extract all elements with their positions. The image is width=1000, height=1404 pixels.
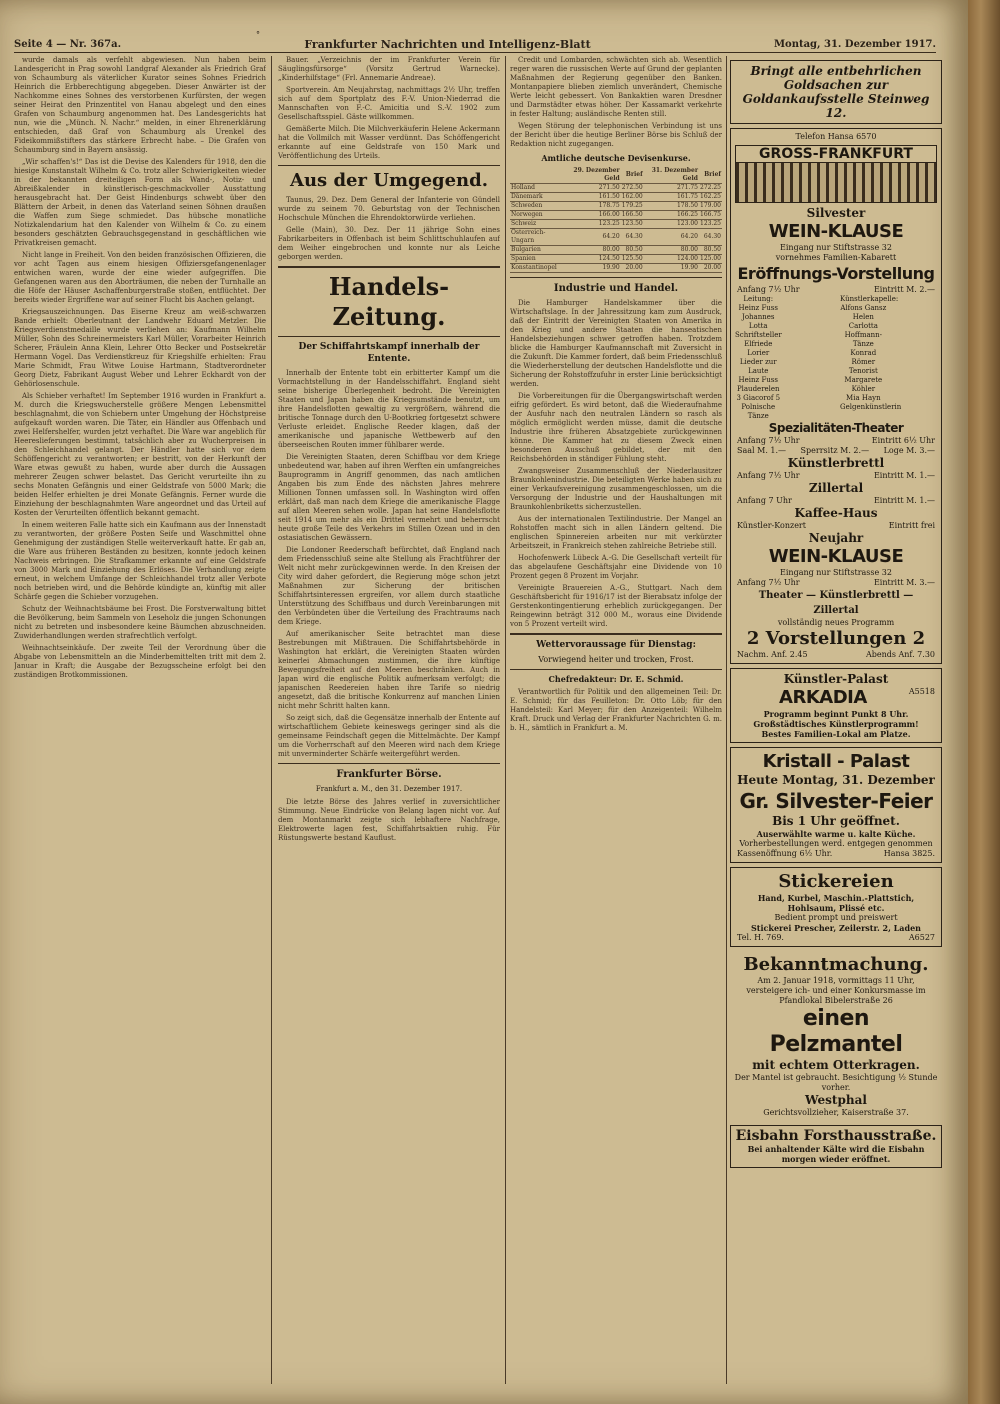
table-cell: 271.50	[565, 184, 620, 193]
column-3	[510, 56, 722, 1384]
stick-line-1: Hand, Kurbel, Maschin.-Plattstich,	[757, 893, 915, 903]
table-cell: 161.50	[565, 193, 620, 202]
article-para: „Wir schaffen's!“ Das ist die Devise des Kalenders für 1918, den die hiesige Kunstanstalt Wilhelm & Co. trotz aller Schwierigkeiten wieder in der bekannten dreiteiligen Form als Wand-, Notiz- und Abreißkalender in künstlerisch-geschmackvoller Ausstattung herausgebracht hat. Der Geist Hindenburgs schwebt über den Blättern der Arbeit, in denen das Vaterland seinen Söhnen draußen die Waffen zum Siege schmiedet. Das hübsche monatliche Notizkalendarium hat den Kalender von Wilhelm & Co. zu einem besonders geschätzten Gebrauchsgegenstand in geschäftlichen wie Privatkreisen gemacht.	[14, 158, 266, 247]
table-row	[510, 211, 722, 220]
table-cell: 64.20	[565, 229, 620, 246]
list-item: Alfons Gansz	[840, 304, 887, 312]
stick-line-3: Bedient prompt und preiswert	[774, 913, 898, 922]
article-para: wurde damals als verfehlt abgewiesen. Nun haben beim Landesgericht in Prag sowohl Landgraf Alexander als Friedrich Graf von Schaumburg als väterlicher Kurator seines Sohnes Friedrich Heinrich die Erbberechtigung abgegeben. Dieser Anwärter ist der Nachkomme eines Sohnes des verstorbenen Kurfürsten, der wegen seiner Heirat den Prinzentitel von Hanau abgelegt und den eines Grafen von Schaumburg angenommen hat. Des Landesgerichts hat nun, wie die „Münch. N. Nachr.“ melden, in einer Ehrenerklärung entschieden, daß Graf von Schaumburg als Urenkel des Fideikommißstifters das stärkere Erbrecht habe. – Die Grafen von Schaumburg sind in Bayern ansässig.	[14, 56, 266, 154]
industry-title: Industrie und Handel.	[553, 283, 679, 294]
arkadia-row	[735, 687, 937, 709]
concert-row	[735, 521, 937, 531]
table-cell: 161.75	[644, 193, 699, 202]
header-right: Montag, 31. Dezember 1917.	[773, 38, 936, 50]
table-cell: Spanien	[510, 255, 565, 264]
list-item: Künstlerkapelle:	[840, 295, 899, 303]
table-cell: 64.30	[699, 229, 722, 246]
table-cell: 125.50	[621, 255, 643, 262]
table-cell: Holland	[510, 184, 565, 193]
list-item: Elfriede Lorier	[744, 340, 773, 357]
table-cell: 125.00	[700, 255, 721, 262]
zillertal-title: Zillertal	[808, 481, 864, 495]
table-cell: 123.25	[700, 220, 721, 227]
gold-text: Bringt alle entbehrlichen Goldsachen zur Goldankaufsstelle Steinweg 12.	[742, 64, 930, 120]
table-cell: 166.75	[700, 211, 721, 218]
kasse-time: Kassenöffnung 6½ Uhr.	[737, 849, 833, 858]
price-saal: Saal M. 1.—	[737, 446, 787, 455]
eisbahn-title: Eisbahn Forsthausstraße.	[735, 1128, 937, 1144]
fx-title: Amtliche deutsche Devisenkurse.	[541, 153, 691, 163]
kuenstlerbrettl-title: Künstlerbrettl	[787, 456, 885, 470]
concert-label: Künstler-Konzert	[737, 521, 806, 530]
theater-subtitle: vollständig neues Programm	[777, 618, 895, 627]
weather-text: Vorwiegend heiter und trocken, Frost.	[538, 655, 694, 664]
weinklause-title-2: WEIN-KLAUSE	[768, 546, 904, 567]
start-time: Anfang 7½ Uhr	[737, 436, 800, 445]
start-time: Anfang 7½ Uhr	[737, 578, 800, 587]
time-row	[735, 471, 937, 481]
phone-number: Telefon Hansa 6570	[795, 132, 877, 141]
table-header-cell	[510, 167, 565, 184]
table-cell: 123.25	[565, 220, 620, 229]
arkadia-line-2: Großstädtisches Künstlerprogramm!	[753, 719, 919, 729]
article-para: Taunus, 29. Dez. Dem General der Infanterie von Gündell wurde zu seinem 70. Geburtstag von der Technischen Hochschule München die Ehrendoktorwürde verliehen.	[278, 196, 500, 222]
table-cell: 124.50	[565, 255, 620, 264]
table-cell: 179.25	[621, 202, 643, 209]
reservation-text: Vorherbestellungen werd. entgegen genommen	[739, 839, 933, 848]
entry-free: Eintritt frei	[888, 521, 935, 530]
stick-code: A6527	[908, 933, 935, 942]
start-time: Anfang 7½ Uhr	[737, 471, 800, 480]
article-para: Gelle (Main), 30. Dez. Der 11 jährige Sohn eines Fabrikarbeiters in Offenbach ist beim Schlittschuhlaufen auf dem Weiher eingebrochen und konnte nur als Leiche geborgen werden.	[278, 226, 500, 261]
stick-shop: Stickerei Prescher, Zeilerstr. 2, Laden	[751, 923, 921, 933]
eisbahn-ad	[730, 1125, 942, 1168]
building-illustration	[735, 145, 937, 203]
article-para: Vereinigte Brauereien A.-G., Stuttgart. Nach dem Geschäftsbericht für 1916/17 ist der Bierabsatz infolge der Gerstenkontingentierung erheblich zurückgegangen. Der Reingewinn beträgt 312 000 M., woraus eine Dividende von 5 Prozent verteilt wird.	[510, 584, 722, 628]
weather-title: Wettervoraussage für Dienstag:	[536, 640, 696, 650]
table-cell: 272.50	[621, 184, 643, 191]
article-para: Aus der internationalen Textilindustrie. Der Mangel an Rohstoffen macht sich in allen Ländern geltend. Die englischen Spinnereien arbeiten nur mit verkürzter Arbeitszeit, in Frankreich stehen zahlreiche Betriebe still.	[510, 515, 722, 550]
bekanntmachung-ad	[730, 951, 942, 1121]
article-para: Hochofenwerk Lübeck A.-G. Die Gesellschaft verteilt für das abgelaufene Geschäftsjahr eine Dividende von 10 Prozent gegen 8 Prozent im Vorjahr.	[510, 554, 722, 580]
article-para: Wegen Störung der telephonischen Verbindung ist uns der Bericht über die heutige Berliner Börse bis Schluß der Redaktion nicht zugegangen.	[510, 122, 722, 148]
article-para: Die Londoner Reederschaft befürchtet, daß England nach dem Friedensschluß seine alte Stellung als Frachtführer der Welt nicht mehr zurückgewinnen werde. In den Kreisen der City wird daher gefordert, die Regierung möge schon jetzt Maßnahmen zur Sicherung der britischen Schiffahrtsinteressen ergreifen, vor allem durch staatliche Unterstützung des Schiffbaus und durch Vereinbarungen mit den Verbündeten über die Verteilung des Frachtraums nach dem Kriege.	[278, 546, 500, 626]
table-row	[510, 246, 722, 255]
article-para: In einem weiteren Falle hatte sich ein Kaufmann aus der Innenstadt zu verantworten, der größere Posten Seife und Waschmittel ohne Genehmigung der zuständigen Stelle weiterverkauft hatte. Er gab an, die Ware aus früheren Beständen zu besitzen, konnte jedoch keinen Nachweis erbringen. Die Strafkammer erkannte auf eine Geldstrafe von 3000 Mark und Einziehung des Erlöses. Die Verhandlung zeigte erneut, in welchem Umfange der Schleichhandel trotz aller Verbote noch betrieben wird, und die Behörde kündigte an, künftig mit aller Schärfe gegen die Schieber vorzugehen.	[14, 521, 266, 601]
table-row	[510, 184, 722, 193]
westphal-name: Westphal	[805, 1093, 867, 1107]
start-time: Anfang 7 Uhr	[737, 496, 792, 505]
table-cell: 80.00	[644, 246, 699, 255]
stick-row	[735, 933, 937, 943]
list-item: Hoffmann-Tänze	[844, 331, 883, 348]
table-cell: 20.00	[699, 264, 722, 273]
pelzmantel-title: einen Pelzmantel	[769, 1006, 903, 1057]
article-para: Schutz der Weihnachtsbäume bei Frost. Die Forstverwaltung bittet die Bevölkerung, beim Sammeln von Leseholz die jungen Schonungen nicht zu betreten und insbesondere keine Bäumchen abzuschneiden. Zuwiderhandlungen werden strafrechtlich verfolgt.	[14, 605, 266, 640]
neujahr-title: Neujahr	[808, 531, 864, 545]
stick-phone: Tel. H. 769.	[737, 933, 784, 942]
price-loge: Loge M. 3.—	[883, 446, 935, 455]
column-1	[14, 56, 266, 1384]
table-row	[510, 229, 722, 246]
list-item: Konrad Römer	[850, 349, 877, 366]
boerse-title: Frankfurter Börse.	[336, 769, 442, 780]
kitchen-text: Auserwählte warme u. kalte Küche.	[756, 829, 916, 839]
book-spine	[968, 0, 1000, 1404]
arkadia-ad	[730, 668, 942, 743]
weinklause-address-2: Eingang nur Stiftstrasse 32	[780, 568, 892, 577]
list-item: Schriftsteller	[735, 331, 782, 339]
arkadia-title: ARKADIA	[779, 687, 867, 708]
weinklause-ad	[730, 128, 942, 664]
stickereien-title: Stickereien	[778, 871, 894, 892]
table-cell: Schweiz	[510, 220, 565, 229]
afternoon-time: Nachm. Anf. 2.45	[737, 650, 808, 659]
list-item: Tenorist	[848, 367, 878, 375]
table-cell: 20.00	[621, 264, 644, 273]
evening-time: Abends Anf. 7.30	[865, 650, 935, 659]
kristall-date: Heute Montag, 31. Dezember	[737, 773, 935, 787]
table-cell: 19.90	[565, 264, 620, 273]
column-4-ads	[730, 56, 942, 1384]
table-cell: 123.50	[621, 220, 643, 227]
page-mark: °	[256, 30, 260, 39]
table-cell: 271.75	[644, 184, 699, 193]
table-cell: 80.50	[621, 246, 644, 255]
table-header-cell: Brief	[621, 167, 644, 184]
artists-right	[840, 295, 937, 421]
article-para: Als Schieber verhaftet! Im September 1916 wurden in Frankfurt a. M. durch die Kriegswucherstelle größere Mengen Lebensmittel beschlagnahmt, die von Schiebern unter Umgehung der Höchstpreise aufgekauft worden waren. Die Täter, ein Händler aus Offenbach und zwei Helfershelfer, wurden jetzt verhaftet. Die Ware war angeblich für Heereslieferungen bestimmt, tatsächlich aber zu Wucherpreisen in den Schleichhandel gelangt. Der Händler hatte sich vor dem Schöffengericht zu verantworten; er bestritt, von der Herkunft der Ware etwas gewußt zu haben, wurde aber durch die Aussagen mehrerer Zeugen schwer belastet. Das Gericht verurteilte ihn zu sechs Monaten Gefängnis und einer Geldstrafe von 5000 Mark; die beiden Helfer erhielten je drei Monate Gefängnis. Ferner wurde die Einziehung der beschlagnahmten Ware angeordnet und das Urteil auf Kosten der Verurteilten öffentlich bekannt gemacht.	[14, 392, 266, 517]
kuenstler-palast-title: Künstler-Palast	[783, 672, 889, 686]
table-cell: Konstantinopel	[510, 264, 565, 273]
handels-zeitung-title: Handels-Zeitung.	[328, 272, 450, 331]
article-para: Innerhalb der Entente tobt ein erbitterter Kampf um die Vormachtstellung in der Handelsschiffahrt. England sieht seine bisherige Überlegenheit bedroht. Die Vereinigten Staaten und Japan haben die Kriegsumstände benutzt, um ihre Handelsflotten gewaltig zu vergrößern, während die britische Tonnage durch den U-Bootkrieg fortgesetzt schwere Verluste erleidet. Englische Reeder klagen, daß der amerikanische und japanische Wettbewerb auf den überseeischen Routen immer fühlbarer werde.	[278, 369, 500, 449]
opening-hours: Bis 1 Uhr geöffnet.	[772, 814, 900, 828]
boerse-date: Frankfurt a. M., den 31. Dezember 1917.	[315, 785, 463, 793]
time-row	[735, 578, 937, 588]
kristall-title: Kristall - Palast	[762, 751, 910, 772]
weinklause-title: WEIN-KLAUSE	[768, 221, 904, 242]
table-cell: Norwegen	[510, 211, 565, 220]
table-cell: 162.00	[621, 193, 643, 200]
table-cell: Österreich-Ungarn	[510, 229, 565, 246]
arkadia-line-3: Bestes Familien-Lokal am Platze.	[761, 729, 911, 739]
table-cell: 178.50	[644, 202, 699, 211]
table-cell: 64.30	[621, 229, 644, 246]
table-cell: 179.00	[700, 202, 721, 209]
list-item: Helen Carlotta	[848, 313, 878, 330]
article-para: Bauer. „Verzeichnis der im Frankfurter Verein für Säuglingsfürsorge“ (Vorsitz Gertrud Warnecke). „Kinderhilfstage“ (Frl. Annemarie Andreae).	[278, 56, 500, 82]
table-cell: 19.90	[644, 264, 699, 273]
table-header-row	[510, 167, 722, 184]
list-item: Gelgenkünstlerin	[840, 403, 902, 411]
weinklause-address: Eingang nur Stiftstrasse 32	[780, 243, 892, 252]
silvester-title: Silvester	[806, 206, 866, 220]
silvester-feier-title: Gr. Silvester-Feier	[739, 789, 933, 813]
bekanntmachung-line-2: Der Mantel ist gebraucht. Besichtigung ½ Stunde vorher.	[734, 1073, 938, 1092]
artist-list	[735, 295, 937, 421]
divider	[510, 277, 722, 278]
imprint-text: Verantwortlich für Politik und den allgemeinen Teil: Dr. E. Schmid; für das Feuilleton: Dr. Otto Löb; für den Handelsteil: Karl Meyer; für den Anzeigenteil: Wilhelm Kraft. Druck und Verlag der Frankfurter Nachrichten G. m. b. H., sämtlich in Frankfurt a. M.	[510, 688, 722, 732]
article-para: Zwangsweiser Zusammenschluß der Niederlausitzer Braunkohlenindustrie. Die beteiligten Werke haben sich zu einer Verkaufsvereinigung zusammengeschlossen, um die Versorgung der Industrie und der Haushaltungen mit Braunkohlenbriketts sicherzustellen.	[510, 467, 722, 511]
gold-ad	[730, 60, 942, 124]
table-row	[510, 193, 722, 202]
divider	[278, 165, 500, 166]
table-cell: Dänemark	[510, 193, 565, 202]
table-cell: 162.25	[700, 193, 721, 200]
article-para: Kriegsauszeichnungen. Das Eiserne Kreuz am weiß-schwarzen Bande erhielt: Oberleutnant der Landwehr Eduard Metzler. Die Kriegsverdienstmedaille wurde verliehen an: Kaufmann Wilhelm Müller, Sohn des Schreinermeisters Karl Müller, Vorarbeiter Heinrich Scherer, Fräulein Anna Klein, Lehrer Otto Becker und Postsekretär Hermann Vogel. Das Verdienstkreuz für Kriegshilfe erhielten: Frau Marie Schmidt, Frau Witwe Louise Hartmann, Stadtverordneter Georg Dietz, Fabrikant August Weber und Lehrer Eckhardt von der Gehörlosenschule.	[14, 308, 266, 388]
table-row	[510, 264, 722, 273]
table-cell: 123.00	[644, 220, 699, 229]
table-header-cell: 31. Dezember Geld	[644, 167, 699, 184]
table-cell: 80.50	[699, 246, 722, 255]
article-para: Sportverein. Am Neujahrstag, nachmittags 2½ Uhr, treffen sich auf dem Sportplatz des F.-V. Union-Niederrad die Mannschaften von F.-C. Amicitia und S.-V. 1902 zum Gesellschaftsspiel. Gäste willkommen.	[278, 86, 500, 121]
column-rule	[726, 56, 727, 1384]
spezial-title: Spezialitäten-Theater	[768, 421, 904, 435]
otterkragen-text: mit echtem Otterkragen.	[752, 1058, 920, 1072]
table-header-cell: Brief	[699, 167, 722, 184]
article-subtitle: Der Schiffahrtskampf innerhalb der Entente.	[298, 342, 480, 364]
table-cell: 166.50	[621, 211, 643, 218]
vorstellungen-title: 2 Vorstellungen 2	[746, 628, 926, 649]
imprint-title: Chefredakteur: Dr. E. Schmid.	[548, 674, 684, 684]
list-item: Heinz Fuss	[738, 376, 778, 384]
list-item: Plauderelen	[736, 385, 780, 393]
list-item: 3 Giacorof 5	[736, 394, 781, 402]
kristall-palast-ad	[730, 747, 942, 863]
fx-table	[510, 167, 722, 273]
article-para: Credit und Lombarden, schwächten sich ab. Wesentlich reger waren die russischen Werte auf Grund der geplanten Maßnahmen der Regierung gegenüber den Banken. Montanpapiere blieben ziemlich unverändert, Chemische Werte leicht gebessert. Von Bankaktien waren Dresdner und Darmstädter etwas höher. Der Kassamarkt verkehrte in fester Haltung; ausländische Renten still.	[510, 56, 722, 118]
table-cell: 124.00	[644, 255, 699, 264]
table-header-cell: 29. Dezember Geld	[565, 167, 620, 184]
page-header	[14, 36, 936, 53]
table-cell: 178.75	[565, 202, 620, 211]
table-cell: 166.25	[644, 211, 699, 220]
list-item: Mia Hayn	[846, 394, 881, 402]
eisbahn-line-2: morgen wieder eröffnet.	[781, 1154, 891, 1164]
table-cell: Schweden	[510, 202, 565, 211]
entry-price: Eintritt M. 2.—	[873, 285, 935, 294]
stickerei-ad	[730, 867, 942, 947]
kaffeehaus-title: Kaffee-Haus	[794, 506, 878, 520]
article-para: Die letzte Börse des Jahres verlief in zuversichtlicher Stimmung. Neue Eindrücke von Belang lagen nicht vor. Auf dem Montanmarkt zeigte sich lebhaftere Nachfrage, Elektrowerte lagen fest, Schiffahrtsaktien ruhig. Für Rüstungswerte bestand Kauflust.	[278, 798, 500, 842]
show-times	[735, 650, 937, 660]
bekanntmachung-title: Bekanntmachung.	[743, 954, 929, 975]
divider	[510, 669, 722, 670]
time-row	[735, 285, 937, 295]
article-para: Die Hamburger Handelskammer über die Wirtschaftslage. In der Jahressitzung kam zum Ausdruck, daß der Eintritt der Vereinigten Staaten von Amerika in den Krieg und andere Staaten die hanseatischen Handelsbeziehungen schwer getroffen haben. Trotzdem blicke die Hamburger Kaufmannschaft mit Zuversicht in die Zukunft. Die Kammer fordert, daß beim Friedensschluß die Wiederherstellung der deutschen Handelsflotte und die Sicherung der Rohstoffzufuhr in erster Linie berücksichtigt werden.	[510, 299, 722, 388]
divider	[278, 763, 500, 764]
entry-price: Eintritt M. 1.—	[873, 471, 935, 480]
table-cell: 272.25	[700, 184, 721, 191]
table-row	[510, 202, 722, 211]
start-time: Anfang 7½ Uhr	[737, 285, 800, 294]
list-item: Polnische Tänze	[741, 403, 776, 420]
gross-frankfurt-sign: GROSS-FRANKFURT	[736, 146, 936, 163]
column-2	[278, 56, 500, 1384]
entry-time: Eintritt 6½ Uhr	[871, 436, 935, 445]
table-row	[510, 255, 722, 264]
time-row	[735, 436, 937, 446]
theater-line: Theater — Künstlerbrettl — Zillertal	[758, 590, 914, 616]
table-cell: 80.00	[565, 246, 620, 255]
divider	[278, 266, 500, 268]
price-row	[735, 446, 937, 456]
table-row	[510, 220, 722, 229]
weinklause-subtitle: vornehmes Familien-Kabarett	[775, 253, 897, 262]
article-para: Gemäßerte Milch. Die Milchverkäuferin Helene Ackermann hat die Vollmilch mit Wasser verdünnt. Das Schöffengericht erkannte auf eine Geldstrafe von 150 Mark und Veröffentlichung des Urteils.	[278, 125, 500, 160]
eisbahn-line-1: Bei anhaltender Kälte wird die Eisbahn	[747, 1144, 925, 1154]
column-rule	[505, 56, 506, 1384]
article-para: Weihnachtseinkäufe. Der zweite Teil der Verordnung über die Abgabe von Lebensmitteln an die Minderbemittelten tritt mit dem 2. Januar in Kraft; die Ausgabe der Bezugsscheine erfolgt bei den zuständigen Brotkommissionen.	[14, 644, 266, 679]
table-cell: 166.00	[565, 211, 620, 220]
list-item: Johannes Lotta	[742, 313, 775, 330]
article-para: Die Vorbereitungen für die Übergangswirtschaft werden eifrig gefördert. Es wird betont, daß die Wiederaufnahme der Ausfuhr nach den neutralen Ländern so rasch als möglich ermöglicht werden müsse, damit die deutsche Industrie ihre früheren Absatzgebiete zurückgewinnen könne. Die Kammer hat zu diesem Zweck einen besonderen Ausschuß gebildet, der mit den Reichsbehörden in ständiger Fühlung steht.	[510, 392, 722, 463]
bekanntmachung-line-1: Am 2. Januar 1918, vormittags 11 Uhr, versteigere ich- und einer Konkursmasse im Pfandlokal Bibelerstraße 26	[746, 976, 926, 1005]
time-row	[735, 496, 937, 506]
artists-left	[735, 295, 832, 421]
gerichtsvollzieher: Gerichtsvollzieher, Kaiserstraße 37.	[763, 1108, 909, 1117]
divider	[510, 633, 722, 635]
list-item: Margarete Köhler	[844, 376, 883, 393]
divider	[278, 336, 500, 337]
header-left: Seite 4 — Nr. 367a.	[14, 38, 122, 50]
table-cell: 64.20	[644, 229, 699, 246]
list-item: Leitung: Heinz Fuss	[738, 295, 778, 312]
price-sperrsitz: Sperrsitz M. 2.—	[800, 446, 870, 455]
stick-line-2: Hohlsaum, Plissé etc.	[787, 903, 885, 913]
article-para: So zeigt sich, daß die Gegensätze innerhalb der Entente auf wirtschaftlichem Gebiete keineswegs geringer sind als die gemeinsame Feindschaft gegen die Mittelmächte. Der Kampf um die Vorherrschaft auf den Meeren wird nach dem Kriege mit unverminderter Schärfe weitergeführt werden.	[278, 714, 500, 758]
list-item: Lieder zur Laute	[739, 358, 777, 375]
kasse-phone: Hansa 3825.	[883, 849, 935, 858]
article-para: Nicht lange in Freiheit. Von den beiden französischen Offizieren, die vor acht Tagen aus einem hiesigen Offiziersgefangenenlager entwichen waren, wurde der eine wieder aufgegriffen. Die Gefangenen waren aus den Aborträumen, die neben der Turnhalle an die Höfe der Häuser Aschaffenburgerstraße stoßen, entflüchtet. Der bereits wieder Ergriffene war auf seiner Flucht bis Aachen gelangt.	[14, 251, 266, 304]
arkadia-code: A5518	[908, 687, 935, 696]
entry-price: Eintritt M. 1.—	[873, 496, 935, 505]
entry-price: Eintritt M. 3.—	[873, 578, 935, 587]
table-cell: Bulgarien	[510, 246, 565, 255]
eroeffnung-title: Eröffnungs-Vorstellung	[737, 264, 935, 283]
kasse-row	[735, 849, 937, 859]
article-para: Die Vereinigten Staaten, deren Schiffbau vor dem Kriege unbedeutend war, haben auf ihren Werften ein umfangreiches Bauprogramm in Angriff genommen, das nach amtlichen Angaben bis zum Ende des nächsten Jahres mehrere Millionen Tonnen umfassen soll. In Washington wird offen erklärt, daß man nach dem Kriege die amerikanische Flagge auf allen Meeren sehen wolle. Japan hat seine Handelsflotte seit 1914 um mehr als ein Drittel vermehrt und beherrscht heute große Teile des Verkehrs im Stillen Ozean und in den ostasiatischen Gewässern.	[278, 453, 500, 542]
article-para: Auf amerikanischer Seite betrachtet man diese Bestrebungen mit Mißtrauen. Die Schiffahrtsbehörde in Washington hat erklärt, die Vereinigten Staaten würden keinerlei Abmachungen zustimmen, die ihre künftige Bewegungsfreiheit auf den Meeren beschränken. Auch in Japan wird die englische Politik aufmerksam verfolgt; die japanischen Reedereien haben ihre Tarife so niedrig angesetzt, daß die britische Konkurrenz auf manchen Linien nicht mehr Schritt halten kann.	[278, 630, 500, 710]
column-rule	[271, 56, 272, 1384]
section-title-umgegend: Aus der Umgegend.	[290, 170, 488, 191]
header-center: Frankfurter Nachrichten und Intelligenz-Blatt	[304, 37, 591, 51]
arkadia-line-1: Programm beginnt Punkt 8 Uhr.	[763, 709, 909, 719]
